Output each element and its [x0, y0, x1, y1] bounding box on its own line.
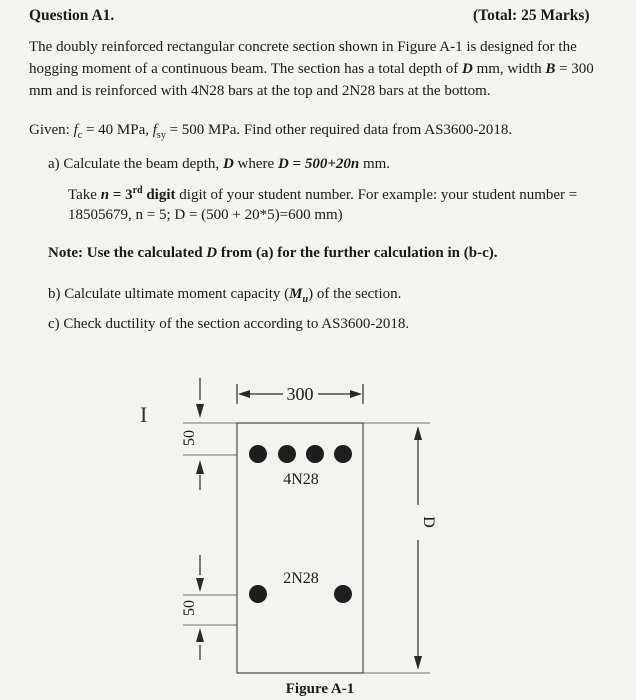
bottom-bars-label: 2N28	[283, 570, 319, 587]
total-marks: (Total: 25 Marks)	[473, 7, 590, 24]
bottom-bar-2	[334, 585, 352, 603]
part-a-example: 18505679, n = 5; D = (500 + 20*5)=600 mm)	[68, 207, 343, 223]
intro-line-3: mm and is reinforced with 4N28 bars at the top and 2N28 bars at the bottom.	[29, 83, 491, 99]
depth-label: D	[420, 516, 437, 528]
top-bars-label: 4N28	[283, 471, 319, 488]
text-cursor-icon: I	[140, 402, 148, 427]
part-b-question: b) Calculate ultimate moment capacity $(M_u)$ of the section.	[48, 286, 402, 305]
top-bar-1	[249, 445, 267, 463]
intro-line-1: The doubly reinforced rectangular concrete section shown in Figure A-1 is designed for the	[29, 39, 577, 55]
part-a-take: Take n = 3rd digit digit of your student number. For example: your student number =	[68, 185, 578, 203]
bottom-bar-1	[249, 585, 267, 603]
cover-top-label: 50	[181, 430, 198, 446]
top-bar-4	[334, 445, 352, 463]
question-title: Question A1.	[29, 7, 115, 24]
top-bar-2	[278, 445, 296, 463]
top-bar-3	[306, 445, 324, 463]
part-c-question: c) Check ductility of the section according to AS3600-2018.	[48, 316, 410, 332]
given-line: Given: $f_c = 40$ MPa, $f_{sy} = 500$ MPa. Find other required data from AS3600-2018.	[29, 122, 513, 141]
intro-line-2: hogging moment of a continuous beam. The section has a total depth of D mm, width B = 300	[29, 61, 594, 77]
width-label: 300	[286, 384, 314, 404]
note-line: Note: Use the calculated D from (a) for the further calculation in (b-c).	[48, 245, 498, 261]
part-a-question: a) Calculate the beam depth, D where D = 500+20n mm.	[48, 156, 391, 172]
cover-bottom-label: 50	[181, 600, 198, 616]
figure-caption: Figure A-1	[285, 681, 355, 697]
